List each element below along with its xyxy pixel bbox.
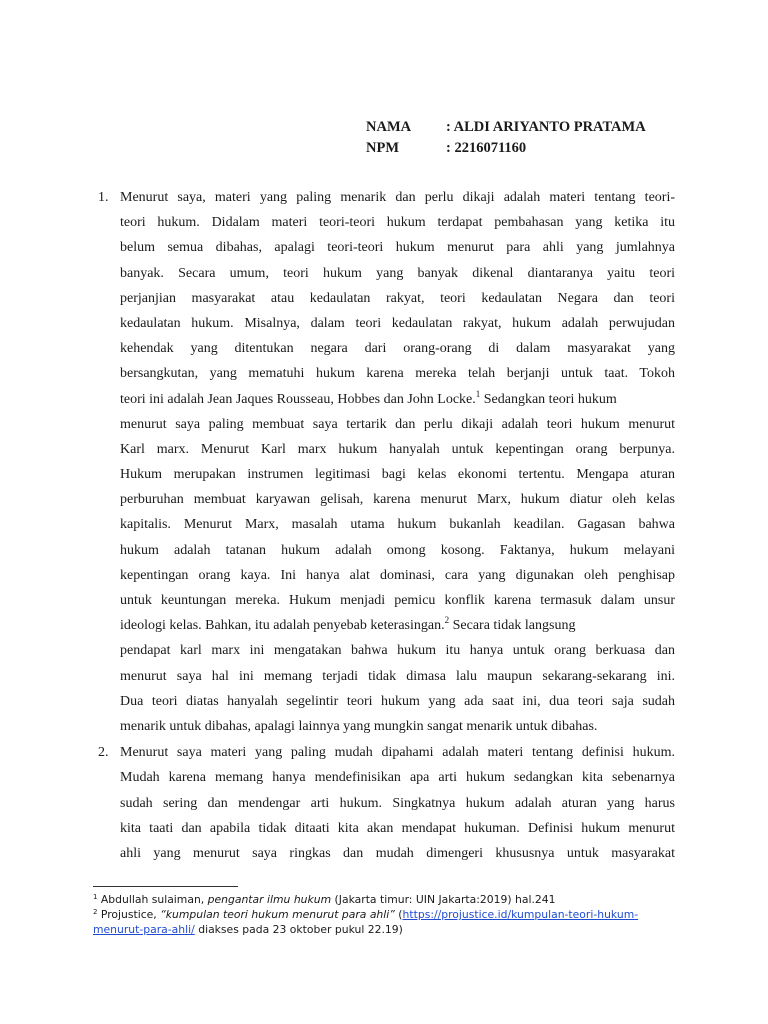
text-line: Dua teori diatas hanyalah segelintir teori hukum yang ada saat ini, dua teori saja sudah — [120, 693, 675, 709]
footnote-paren: ( — [394, 908, 403, 921]
name-row — [366, 117, 646, 138]
footnote-source: (Jakarta timur: UIN Jakarta:2019) hal.241 — [331, 893, 556, 906]
text-run: teori ini adalah Jean Jaques Rousseau, Hobbes dan John Locke. — [120, 391, 476, 407]
footnote-ref-1[interactable]: 1 — [475, 388, 481, 399]
npm-value: : 2216071160 — [446, 140, 527, 156]
list-item-2 — [98, 740, 675, 866]
footnote-title: pengantar ilmu hukum — [207, 893, 332, 906]
text-line: banyak. Secara umum, teori hukum yang banyak dikenal diantaranya yaitu teori — [120, 265, 675, 281]
footnote-ref-2[interactable]: 2 — [444, 615, 450, 626]
text-line: menurut saya hal ini memang terjadi tidak dimasa lalu maupun sekarang-sekarang ini. — [120, 668, 675, 684]
answer-list — [98, 185, 675, 867]
text-line: Menurut saya materi yang paling mudah dipahami adalah materi tentang definisi hukum. — [120, 745, 675, 761]
footnote-title: “kumpulan teori hukum menurut para ahli” — [160, 908, 395, 921]
student-header — [366, 117, 646, 159]
text-line: Hukum merupakan instrumen legitimasi bagi kelas ekonomi tertentu. Mengapa aturan — [120, 467, 675, 483]
footnote-access-date: diakses pada 23 oktober pukul 22.19) — [194, 923, 403, 936]
text-run: ideologi kelas. Bahkan, itu adalah penyebab keterasingan. — [120, 618, 445, 634]
text-line: kita taati dan apabila tidak ditaati kita akan mendapat hukuman. Definisi hukum menurut — [120, 820, 675, 836]
text-line: kedaulatan hukum. Misalnya, dalam teori kedaulatan rakyat, hukum adalah perwujudan — [120, 315, 675, 331]
footnote-author: Projustice, — [97, 908, 161, 921]
footnote-2 — [93, 907, 683, 937]
text-line: ahli yang menurut saya ringkas dan mudah dimengeri khususnya untuk masyarakat — [120, 845, 675, 861]
text-line: Mudah karena memang hanya mendefinisikan apa arti hukum sedangkan kita sebenarnya — [120, 770, 675, 786]
text-line: kapitalis. Menurut Marx, masalah utama hukum bukanlah keadilan. Gagasan bahwa — [120, 517, 675, 533]
text-line: menarik untuk dibahas, apalagi lainnya yang mungkin sangat menarik untuk dibahas. — [120, 718, 598, 734]
list-item-1 — [98, 185, 675, 739]
text-line: kepentingan orang kaya. Ini hanya alat dominasi, cara yang digunakan oleh penghisap — [120, 567, 675, 583]
text-run: Secara tidak langsung — [449, 618, 576, 634]
text-line-with-footnote — [120, 387, 675, 412]
text-line: teori hukum. Didalam materi teori-teori hukum terdapat pembahasan yang ketika itu — [120, 215, 675, 231]
paragraph-2 — [120, 740, 675, 866]
npm-label: NPM — [366, 140, 400, 156]
list-number: 1. — [98, 190, 109, 205]
footnote-mark: 1 — [93, 893, 98, 901]
footnote-author: Abdullah sulaiman, — [97, 893, 208, 906]
text-line: pendapat karl marx ini mengatakan bahwa hukum itu hanya untuk orang berkuasa dan — [120, 643, 675, 659]
text-run: Sedangkan teori hukum — [480, 391, 617, 407]
footnotes — [93, 892, 683, 937]
text-line: perburuhan membuat karyawan gelisah, karena menurut Marx, hukum diatur oleh kelas — [120, 492, 675, 508]
name-value: : ALDI ARIYANTO PRATAMA — [446, 119, 646, 135]
text-line: bersangkutan, yang mematuhi hukum karena mereka telah berjanji untuk taat. Tokoh — [120, 366, 675, 382]
text-line: belum semua dibahas, apalagi teori-teori hukum menurut para ahli yang jumlahnya — [120, 240, 675, 256]
text-line: untuk keuntungan mereka. Hukum menjadi pemicu konflik karena termasuk dalam unsur — [120, 593, 675, 608]
text-line: hukum adalah tatanan hukum adalah omong kosong. Faktanya, hukum melayani — [120, 542, 675, 558]
text-line: Karl marx. Menurut Karl marx hukum hanyalah untuk kepentingan orang berpunya. — [120, 441, 675, 457]
footnote-mark: 2 — [93, 908, 98, 916]
text-line-with-footnote — [120, 613, 675, 638]
footnote-separator — [93, 886, 238, 887]
text-line: Menurut saya, materi yang paling menarik dan perlu dikaji adalah materi tentang teori- — [120, 190, 675, 205]
text-line: kehendak yang ditentukan negara dari orang-orang di dalam masyarakat yang — [120, 341, 675, 357]
name-label: NAMA — [366, 119, 412, 135]
paragraph-1 — [120, 185, 675, 739]
footnote-1 — [93, 892, 683, 907]
npm-row — [366, 138, 646, 159]
text-line: perjanjian masyarakat atau kedaulatan rakyat, teori kedaulatan Negara dan teori — [120, 290, 675, 306]
footnote-link[interactable]: https://projustice.id/kumpulan-teori-hukum-menurut-para-ahli/ — [93, 908, 639, 936]
list-number: 2. — [98, 745, 109, 761]
text-line: sudah sering dan mendengar arti hukum. Singkatnya hukum adalah aturan yang harus — [120, 795, 675, 811]
text-line: menurut saya paling membuat saya tertarik dan perlu dikaji adalah teori hukum menurut — [120, 416, 675, 432]
